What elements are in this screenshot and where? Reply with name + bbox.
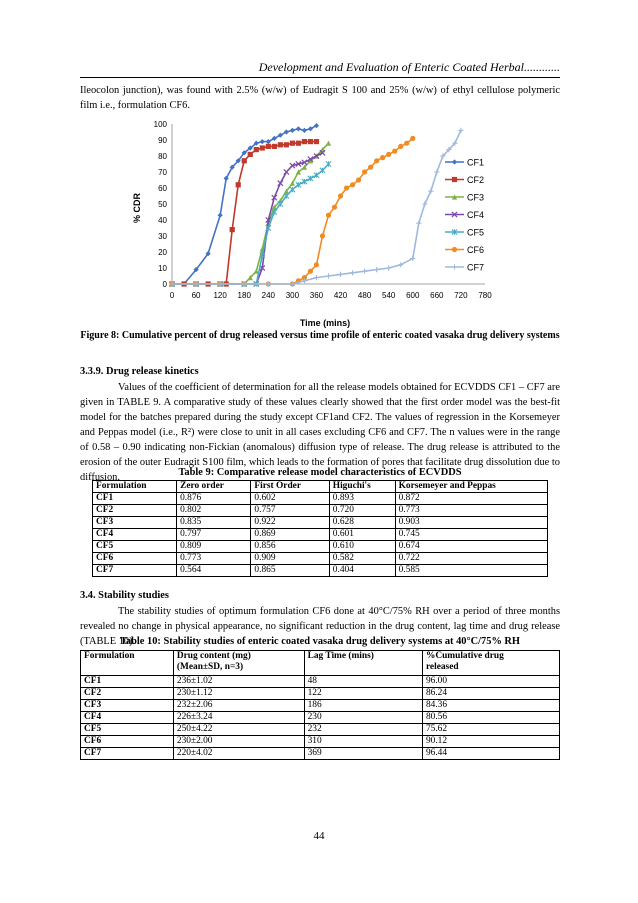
legend-label: CF7 [467, 262, 485, 273]
table9-cell: 0.564 [177, 565, 251, 577]
y-tick-label: 60 [158, 184, 167, 193]
legend-label: CF5 [467, 227, 485, 238]
running-header: Development and Evaluation of Enteric Coated Herbal............ [258, 60, 560, 74]
table10-cell: CF5 [81, 724, 174, 736]
legend-entry-cf4 [445, 210, 484, 220]
data-point [386, 265, 391, 270]
table9-row [93, 505, 548, 517]
x-tick-label: 60 [191, 291, 201, 300]
data-point [260, 145, 265, 150]
table9-cell: 0.865 [251, 565, 329, 577]
data-point [230, 227, 235, 232]
section-heading-339: 3.3.9. Drug release kinetics [80, 366, 199, 377]
chart-x-label: Time (mins) [299, 318, 351, 328]
section-34-body: The stability studies of optimum formulation CF6 done at 40°C/75% RH over a period of three months revealed no change in physical appearance, no significant reduction in the drug content, lag time and drug release (TABLE 10). [80, 606, 560, 647]
y-tick-label: 100 [153, 120, 167, 129]
table9-cell: 0.628 [329, 517, 395, 529]
chart-y-label: % CDR [132, 192, 142, 224]
table9-cell: 0.809 [177, 541, 251, 553]
x-tick-label: 660 [430, 291, 444, 300]
y-tick-label: 10 [158, 264, 167, 273]
table10-cell: 250±4.22 [173, 724, 304, 736]
legend-label: CF3 [467, 192, 485, 203]
data-point [458, 128, 463, 133]
x-tick-label: 120 [213, 291, 227, 300]
data-point [314, 173, 319, 178]
table10-row [81, 724, 560, 736]
table10-row [81, 736, 560, 748]
data-point [284, 169, 289, 174]
data-point [302, 179, 307, 184]
table9-row [93, 529, 548, 541]
table10-cell: CF2 [81, 688, 174, 700]
table9-cell: CF3 [93, 517, 177, 529]
data-point [386, 152, 391, 157]
data-point [332, 205, 337, 210]
table9-header-cell: Zero order [177, 481, 251, 493]
table9-cell: CF7 [93, 565, 177, 577]
data-point [290, 128, 295, 133]
data-point [314, 262, 319, 267]
table10-cell: CF3 [81, 700, 174, 712]
data-point [302, 128, 307, 133]
data-point [296, 141, 301, 146]
table10-cell: 122 [304, 688, 422, 700]
data-point [374, 267, 379, 272]
x-tick-label: 540 [382, 291, 396, 300]
data-point [368, 165, 373, 170]
data-point [404, 141, 409, 146]
series-line [172, 126, 317, 284]
data-point [296, 126, 301, 131]
data-point [434, 169, 439, 174]
x-tick-label: 420 [333, 291, 348, 300]
data-point [236, 182, 241, 187]
table9-cell: 0.404 [329, 565, 395, 577]
data-point [314, 139, 319, 144]
data-point [422, 201, 427, 206]
x-tick-label: 300 [285, 291, 300, 300]
data-point [338, 272, 343, 277]
section-heading-34: 3.4. Stability studies [80, 590, 169, 601]
table10-row [81, 748, 560, 760]
release-profile-figure [130, 116, 500, 331]
table9-header-cell: Korsemeyer and Peppas [395, 481, 547, 493]
series-cf3 [169, 141, 331, 287]
legend-entry-cf2 [445, 175, 484, 185]
data-point [362, 169, 367, 174]
legend-entry-cf1 [445, 158, 484, 168]
section-339-body: Values of the coefficient of determination for all the release models obtained for ECVDDS CF1 – CF7 are given in TABLE 9. A comparative study of these values clearly showed that the first order model was the best-fit model for the batches prepared during the study except CF1and CF2. The values of regression in the Korsemeyer and Peppas model (i.e., R²) were close to unit in all cases excluding CF6 and CF7. The n values were in the range of 0.58 – 0.90 indicating non-Fickian (anomalous) diffusion type of release. The drug release is attributed to the erosion of the outer Eudragit S100 film, which leads to the formation of pores that facilitate drug dissolution due to diffusion. [80, 382, 560, 483]
data-point [320, 233, 325, 238]
table10-row [81, 700, 560, 712]
table9-cell: 0.909 [251, 553, 329, 565]
x-tick-label: 720 [454, 291, 468, 300]
data-point [350, 182, 355, 187]
data-point [326, 213, 331, 218]
data-point [452, 247, 457, 252]
data-point [302, 139, 307, 144]
data-point [278, 201, 283, 206]
legend-label: CF2 [467, 175, 485, 185]
header-rule [80, 77, 560, 78]
table9-cell: 0.802 [177, 505, 251, 517]
legend-label: CF1 [467, 157, 485, 168]
table9-cell: 0.872 [395, 493, 547, 505]
data-point [272, 144, 277, 149]
data-point [248, 152, 253, 157]
table9-cell: 0.903 [395, 517, 547, 529]
table10-cell: 230 [304, 712, 422, 724]
data-point [362, 269, 367, 274]
data-point [296, 182, 301, 187]
data-point [392, 149, 397, 154]
data-point [326, 273, 331, 278]
table9-cell: CF5 [93, 541, 177, 553]
data-point [416, 221, 421, 226]
legend-entry-cf7 [445, 263, 484, 273]
data-point [254, 147, 259, 152]
table10-cell: 232±2.06 [173, 700, 304, 712]
data-point [284, 193, 289, 198]
data-point [452, 177, 457, 182]
table9-cell: 0.922 [251, 517, 329, 529]
table10 [80, 650, 560, 760]
table9-cell: 0.835 [177, 517, 251, 529]
table10-cell: 186 [304, 700, 422, 712]
table9-cell: 0.856 [251, 541, 329, 553]
table9-header-row [93, 481, 548, 493]
table10-header-row [81, 651, 560, 676]
data-point [338, 193, 343, 198]
table10-cell: 84.36 [422, 700, 559, 712]
series-cf1 [169, 123, 319, 287]
x-tick-label: 360 [309, 291, 324, 300]
table10-cell: 90.12 [422, 736, 559, 748]
table9-cell: 0.773 [177, 553, 251, 565]
table9-row [93, 565, 548, 577]
table10-cell: 80.56 [422, 712, 559, 724]
data-point [326, 161, 331, 166]
data-point [410, 136, 415, 141]
table9-cell: 0.602 [251, 493, 329, 505]
data-point [374, 158, 379, 163]
table10-row [81, 712, 560, 724]
y-tick-label: 20 [158, 248, 167, 257]
table10-row [81, 676, 560, 688]
release-profile-chart [130, 116, 500, 331]
table9-cell: 0.869 [251, 529, 329, 541]
table9-cell: 0.876 [177, 493, 251, 505]
data-point [308, 176, 313, 181]
x-tick-label: 240 [261, 291, 275, 300]
table10-cell: 75.62 [422, 724, 559, 736]
series-cf2 [169, 139, 319, 287]
x-tick-label: 780 [478, 291, 492, 300]
table9-header-cell: First Order [251, 481, 329, 493]
table10-header-cell: Formulation [81, 651, 174, 676]
intro-paragraph: Ileocolon junction), was found with 2.5% (w/w) of Eudragit S 100 and 25% (w/w) of ethyl cellulose polymeric film i.e., formulation CF6. [80, 85, 560, 111]
data-point [428, 189, 433, 194]
table10-cell: 230±2.00 [173, 736, 304, 748]
y-tick-label: 80 [158, 152, 167, 161]
table9-cell: 0.757 [251, 505, 329, 517]
table10-cell: 232 [304, 724, 422, 736]
table9-cell: 0.797 [177, 529, 251, 541]
table9-row [93, 517, 548, 529]
table9-cell: 0.610 [329, 541, 395, 553]
table10-cell: 96.44 [422, 748, 559, 760]
data-point [218, 213, 223, 218]
table9-cell: 0.745 [395, 529, 547, 541]
table10-caption: Table 10: Stability studies of enteric coated vasaka drug delivery systems at 40°C/75% RH [119, 636, 521, 647]
table9-cell: 0.582 [329, 553, 395, 565]
data-point [266, 144, 271, 149]
figure-caption: Figure 8: Cumulative percent of drug released versus time profile of enteric coated vasaka drug delivery systems [80, 330, 560, 341]
data-point [290, 141, 295, 146]
table10-cell: 369 [304, 748, 422, 760]
table9-cell: CF4 [93, 529, 177, 541]
legend-entry-cf6 [445, 245, 484, 255]
table10-cell: 230±1.12 [173, 688, 304, 700]
table10-header-cell: Drug content (mg) (Mean±SD, n=3) [173, 651, 304, 676]
table9-cell: 0.893 [329, 493, 395, 505]
data-point [320, 168, 325, 173]
data-point [284, 142, 289, 147]
legend-label: CF4 [467, 210, 485, 220]
data-point [380, 155, 385, 160]
table10-cell: CF6 [81, 736, 174, 748]
table10-cell: CF7 [81, 748, 174, 760]
table9-row [93, 541, 548, 553]
table10-row [81, 688, 560, 700]
x-tick-label: 480 [357, 291, 372, 300]
data-point [278, 142, 283, 147]
data-point [350, 270, 355, 275]
table9 [92, 480, 548, 577]
table10-cell: CF1 [81, 676, 174, 688]
y-tick-label: 30 [158, 232, 167, 241]
table10-header-cell: %Cumulative drug released [422, 651, 559, 676]
table10-cell: 310 [304, 736, 422, 748]
y-tick-label: 90 [158, 136, 167, 145]
series-cf5 [169, 161, 331, 286]
series-line [172, 143, 329, 284]
legend-label: CF6 [467, 245, 485, 255]
table10-cell: 226±3.24 [173, 712, 304, 724]
table9-header-cell: Higuchi's [329, 481, 395, 493]
y-tick-label: 40 [158, 216, 167, 225]
data-point [452, 264, 457, 269]
page-number: 44 [313, 830, 325, 842]
data-point [242, 158, 247, 163]
table9-cell: CF2 [93, 505, 177, 517]
table9-caption: Table 9: Comparative release model characteristics of ECVDDS [178, 467, 462, 478]
x-tick-label: 180 [237, 291, 251, 300]
y-tick-label: 70 [158, 168, 167, 177]
data-point [314, 275, 319, 280]
table10-cell: 236±1.02 [173, 676, 304, 688]
x-tick-label: 600 [406, 291, 420, 300]
table9-cell: 0.601 [329, 529, 395, 541]
data-point [344, 185, 349, 190]
table9-row [93, 493, 548, 505]
table9-cell: 0.674 [395, 541, 547, 553]
legend-entry-cf3 [445, 193, 484, 203]
data-point [452, 159, 457, 164]
data-point [326, 141, 331, 146]
table10-cell: 48 [304, 676, 422, 688]
legend-entry-cf5 [445, 228, 484, 238]
table9-cell: 0.722 [395, 553, 547, 565]
data-point [356, 177, 361, 182]
data-point [260, 139, 265, 144]
table10-cell: 86.24 [422, 688, 559, 700]
table9-cell: 0.720 [329, 505, 395, 517]
y-tick-label: 0 [162, 280, 167, 289]
table10-cell: 220±4.02 [173, 748, 304, 760]
x-tick-label: 0 [169, 291, 175, 300]
data-point [398, 144, 403, 149]
series-cf4 [169, 150, 325, 286]
table9-cell: 0.585 [395, 565, 547, 577]
table10-cell: 96.00 [422, 676, 559, 688]
table9-header-cell: Formulation [93, 481, 177, 493]
data-point [290, 187, 295, 192]
y-tick-label: 50 [158, 200, 167, 209]
data-point [308, 139, 313, 144]
table10-cell: CF4 [81, 712, 174, 724]
data-point [308, 269, 313, 274]
table10-header-cell: Lag Time (mins) [304, 651, 422, 676]
table9-row [93, 553, 548, 565]
table9-cell: 0.773 [395, 505, 547, 517]
table9-cell: CF1 [93, 493, 177, 505]
table9-cell: CF6 [93, 553, 177, 565]
series-cf6 [169, 136, 415, 287]
